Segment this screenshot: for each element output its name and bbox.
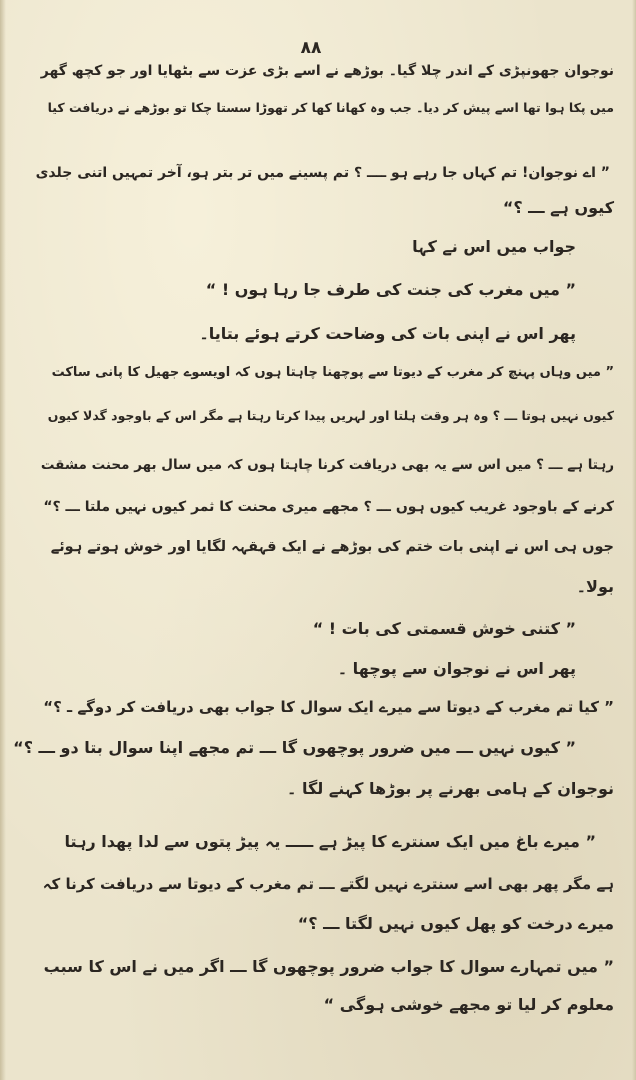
text-line-8: ” میں وہاں پہنچ کر مغرب کے دیوتا سے پوچھنا چاہتا ہوں کہ اویسوے جھیل کا پانی ساکت: [51, 365, 614, 380]
text-line-20: ہے مگر پھر بھی اسے سنترے نہیں لگتے ـــ تم مغرب کے دیوتا سے دریافت کرنا کہ: [42, 875, 614, 893]
text-line-15: پھر اس نے نوجوان سے پوچھا ۔: [337, 659, 576, 678]
text-line-18: نوجوان کے ہامی بھرنے پر بوڑھا کہنے لگا ۔: [287, 779, 614, 798]
text-line-22: ” میں تمہارے سوال کا جواب ضرور پوچھوں گا ـــ اگر میں نے اس کا سبب: [43, 957, 614, 976]
text-line-14: ” کتنی خوش قسمتی کی بات ! “: [312, 619, 576, 638]
text-line-7: پھر اس نے اپنی بات کی وضاحت کرتے ہوئے بتایا۔: [199, 324, 576, 343]
text-line-21: میرے درخت کو پھل کیوں نہیں لگتا ـــ ؟“: [297, 914, 614, 933]
text-line-9: کیوں نہیں ہوتا ـــ ؟ وہ ہر وقت ہلتا اور لہریں پیدا کرتا رہتا ہے مگر اس کے باوجود گدلا کیوں: [47, 408, 614, 423]
text-line-2: میں پکا ہوا تھا اسے پیش کر دیا۔ جب وہ کھانا کھا کر تھوڑا سستا چکا تو بوڑھے نے دریافت کیا: [47, 100, 614, 115]
text-line-13: بولا۔: [576, 577, 614, 596]
text-line-12: جوں ہی اس نے اپنی بات ختم کی بوڑھے نے ایک قہقہہ لگایا اور خوش ہوتے ہوئے: [50, 539, 614, 555]
text-line-19: ” میرے باغ میں ایک سنترے کا پیڑ ہے ـــــ یہ پیڑ پتوں سے لدا پھدا رہتا: [64, 832, 596, 851]
text-line-3: ” اے نوجوان! تم کہاں جا رہے ہو ــــ ؟ تم پسینے میں تر بتر ہو، آخر تمہیں اتنی جلدی: [35, 165, 610, 181]
text-line-16: ” کیا تم مغرب کے دیوتا سے میرے ایک سوال کا جواب بھی دریافت کر دوگے ـ ؟“: [43, 698, 614, 716]
text-line-5: جواب میں اس نے کہا: [412, 237, 576, 256]
text-line-1: نوجوان جھونپڑی کے اندر چلا گیا۔ بوڑھے نے اسے بڑی عزت سے بٹھایا اور جو کچھ گھر: [40, 63, 614, 79]
page-edge-shadow-right: [632, 0, 636, 1080]
text-line-4: کیوں ہے ـــ ؟“: [502, 198, 614, 217]
page-number: ۸۸: [300, 38, 322, 58]
text-line-11: کرنے کے باوجود غریب کیوں ہوں ـــ ؟ مجھے میری محنت کا ثمر کیوں نہیں ملتا ـــ ؟“: [43, 499, 614, 515]
text-line-10: رہتا ہے ـــ ؟ میں اس سے یہ بھی دریافت کرنا چاہتا ہوں کہ میں سال بھر محنت مشقت: [40, 457, 614, 473]
page-edge-shadow-left: [0, 0, 6, 1080]
text-line-17: ” کیوں نہیں ـــ میں ضرور پوچھوں گا ـــ تم مجھے اپنا سوال بتا دو ـــ ؟“: [13, 738, 576, 757]
text-line-23: معلوم کر لیا تو مجھے خوشی ہوگی “: [323, 995, 614, 1014]
text-line-6: ” میں مغرب کی جنت کی طرف جا رہا ہوں ! “: [205, 280, 576, 299]
